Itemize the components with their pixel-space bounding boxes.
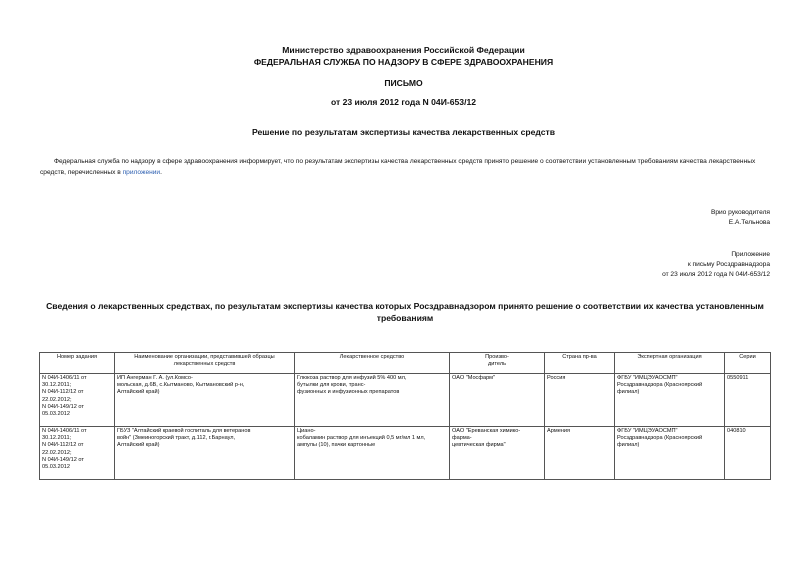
info-title: Сведения о лекарственных средствах, по результатам экспертизы качества которых Росздравнадзором принято решение о соответствии их качества установленным требованиям xyxy=(46,301,764,323)
body-paragraph-text: Федеральная служба по надзору в сфере здравоохранения информирует, что по результатам экспертизы качества лекарственных средств принято решение о соответствии установленным требованиям качества лекарственных средств, перечисленных в xyxy=(40,158,756,176)
table-row xyxy=(40,427,771,480)
appendix-reference xyxy=(662,250,770,280)
cell-task-number: N 04И-1406/11 от 30.12.2011; N 04И-112/12 от 22.02.2012; N 04И-149/12 от 05.03.2012 xyxy=(40,374,115,427)
header-organization: Наименование организации, представившей образцы лекарственных средств xyxy=(115,353,295,374)
header-drug: Лекарственное средство xyxy=(295,353,450,374)
appendix-line-3: от 23 июля 2012 года N 04И-653/12 xyxy=(662,271,770,278)
cell-manufacturer: ОАО "Мосфарм" xyxy=(450,374,545,427)
document-type-heading: ПИСЬМО xyxy=(384,78,423,88)
cell-task-number: N 04И-1406/11 от 30.12.2011; N 04И-112/12 от 22.02.2012; N 04И-149/12 от 05.03.2012 xyxy=(40,427,115,480)
table-row xyxy=(40,374,771,427)
cell-drug: Глюкоза раствор для инфузий 5% 400 мл, бутылки для крови, транс- фузионных и инфузионных препаратов xyxy=(295,374,450,427)
cell-organization: ИП Ангерман Г. А. (ул.Комсо- мольская, д.6В, с.Кытманово, Кытмановский р-н, Алтайский край) xyxy=(115,374,295,427)
appendix-link[interactable]: приложении xyxy=(122,168,161,176)
drugs-table xyxy=(39,352,771,480)
signature-block xyxy=(711,208,770,228)
cell-organization: ГБУЗ "Алтайский краевой госпиталь для ветеранов войн" (Змеиногорский тракт, д.112, г.Барнаул, Алтайский край) xyxy=(115,427,295,480)
header-country: Страна пр-ва xyxy=(545,353,615,374)
cell-manufacturer: ОАО "Ереванская химико- фарма- цевтическая фирма" xyxy=(450,427,545,480)
appendix-line-2: к письму Росздравнадзора xyxy=(687,261,770,268)
cell-drug: Циано- кобаламин раствор для инъекций 0,5 мг/мл 1 мл, ампулы (10), пачки картонные xyxy=(295,427,450,480)
cell-expert-org: ФГБУ "ИМЦЭУАОСМП" Росздравнадзора (Красноярский филиал) xyxy=(615,427,725,480)
body-paragraph-end: . xyxy=(160,168,162,176)
signature-position: Врио руководителя xyxy=(710,209,770,216)
ministry-heading: Министерство здравоохранения Российской Федерации xyxy=(282,45,525,55)
header-expert-org: Экспертная организация xyxy=(615,353,725,374)
header-task-number: Номер задания xyxy=(40,353,115,374)
document-date-number: от 23 июля 2012 года N 04И-653/12 xyxy=(330,97,477,107)
table-header-row xyxy=(40,353,771,374)
cell-country: Армения xyxy=(545,427,615,480)
header-manufacturer: Произво- дитель xyxy=(450,353,545,374)
service-heading: ФЕДЕРАЛЬНАЯ СЛУЖБА ПО НАДЗОРУ В СФЕРЕ ЗДРАВООХРАНЕНИЯ xyxy=(253,57,554,67)
cell-country: Россия xyxy=(545,374,615,427)
cell-series: 040810 xyxy=(725,427,771,480)
signature-name: Е.А.Тельнова xyxy=(728,219,770,226)
cell-series: 0550911 xyxy=(725,374,771,427)
appendix-line-1: Приложение xyxy=(731,251,770,258)
document-subject: Решение по результатам экспертизы качества лекарственных средств xyxy=(251,127,556,137)
header-series: Серии xyxy=(725,353,771,374)
body-paragraph xyxy=(40,157,770,178)
cell-expert-org: ФГБУ "ИМЦЭУАОСМП" Росздравнадзора (Красноярский филиал) xyxy=(615,374,725,427)
